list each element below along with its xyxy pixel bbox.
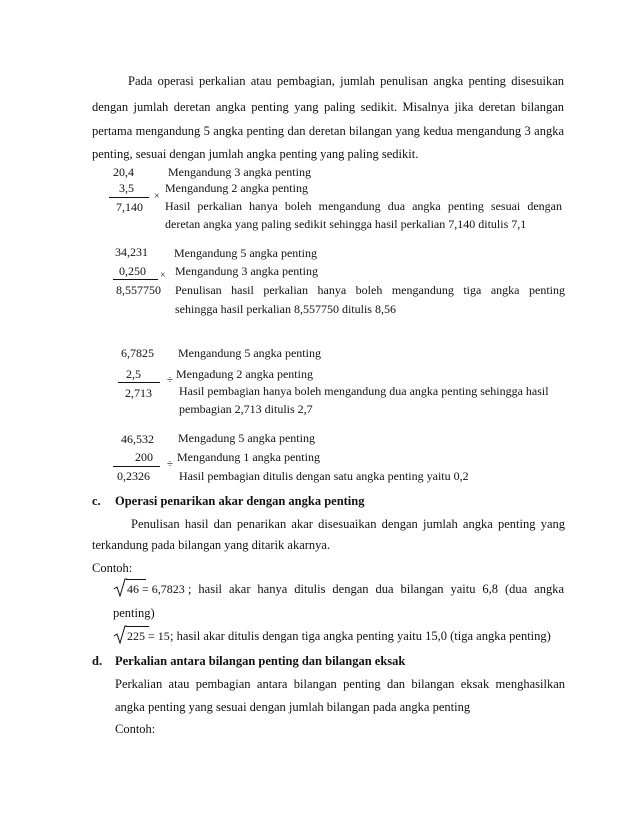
ex4-note-2: Mengandung 1 angka penting xyxy=(177,450,320,464)
section-d-contoh: Contoh: xyxy=(115,722,156,736)
sqrt-expression-2: 225 = 15 xyxy=(127,629,170,643)
ex2-note-3a: Penulisan hasil perkalian hanya boleh mengandung tiga angka penting xyxy=(175,283,565,297)
section-d-para-2: angka penting yang sesuai dengan jumlah bilangan pada angka penting xyxy=(115,700,471,714)
ex1-rule xyxy=(109,197,149,198)
sqrt-explanation-2: ; hasil akar ditulis dengan tiga angka penting yaitu 15,0 (tiga angka penting) xyxy=(170,629,551,643)
ex1-operand-b: 3,5 xyxy=(119,181,134,195)
ex2-operand-a: 34,231 xyxy=(115,245,148,259)
ex3-operand-b: 2,5 xyxy=(126,367,141,381)
ex3-note-2: Mengadung 2 angka penting xyxy=(176,367,313,381)
ex4-result: 0,2326 xyxy=(117,469,150,483)
ex4-note-3: Hasil pembagian ditulis dengan satu angka penting yaitu 0,2 xyxy=(179,469,469,483)
ex2-note-3b: sehingga hasil perkalian 8,557750 ditulis 8,56 xyxy=(175,302,396,316)
section-c-label: c. xyxy=(92,494,101,508)
ex1-times-icon: × xyxy=(154,191,160,202)
intro-line-4: penting, sesuai dengan jumlah angka penting yang paling sedikit. xyxy=(92,147,419,161)
ex3-rule xyxy=(118,382,160,383)
ex1-result: 7,140 xyxy=(116,200,143,214)
section-c-contoh: Contoh: xyxy=(92,561,133,575)
ex1-note-3b: deretan angka yang paling sedikit sehingga hasil perkalian 7,140 ditulis 7,1 xyxy=(165,217,527,231)
section-d-para-1: Perkalian atau pembagian antara bilangan penting dan bilangan eksak menghasilkan xyxy=(115,677,565,691)
sqrt-explanation-1: ; hasil akar hanya ditulis dengan dua bilangan yaitu 6,8 (dua angka xyxy=(188,582,564,596)
intro-line-2: dengan jumlah deretan angka penting yang paling sedikit. Misalnya jika deretan bilangan xyxy=(92,100,564,114)
ex4-divide-icon: ÷ xyxy=(167,458,174,470)
section-d-label: d. xyxy=(92,654,103,668)
ex1-note-2: Mengandung 2 angka penting xyxy=(165,181,308,195)
intro-line-1: Pada operasi perkalian atau pembagian, jumlah penulisan angka penting disesuikan xyxy=(128,74,564,88)
intro-line-3: pertama mengandung 5 angka penting dan deretan bilangan yang kedua mengandung 3 angka xyxy=(92,124,564,138)
ex2-times-icon: × xyxy=(160,270,166,281)
ex3-note-3b: pembagian 2,713 ditulis 2,7 xyxy=(179,402,313,416)
sqrt-bar-1 xyxy=(126,579,146,580)
ex2-rule xyxy=(113,279,158,280)
section-c-para-2: terkandung pada bilangan yang ditarik akarnya. xyxy=(92,538,331,552)
ex4-note-1: Mengadung 5 angka penting xyxy=(178,431,315,445)
section-c-para-1: Penulisan hasil dan penarikan akar disesuaikan dengan jumlah angka penting yang xyxy=(131,517,565,531)
sqrt-explanation-1-cont: penting) xyxy=(113,606,155,620)
sqrt-expression-1: 46 = 6,7823 xyxy=(127,582,185,596)
ex4-operand-b: 200 xyxy=(135,450,153,464)
ex3-divide-icon: ÷ xyxy=(167,374,174,386)
ex3-note-1: Mengandung 5 angka penting xyxy=(178,346,321,360)
ex1-note-3a: Hasil perkalian hanya boleh mengandung dua angka penting sesuai dengan xyxy=(165,199,562,213)
ex3-operand-a: 6,7825 xyxy=(121,346,154,360)
ex1-operand-a: 20,4 xyxy=(113,165,134,179)
section-c-title: Operasi penarikan akar dengan angka penting xyxy=(115,494,365,508)
ex4-rule xyxy=(113,466,160,467)
ex2-operand-b: 0,250 xyxy=(119,264,146,278)
ex1-note-1: Mengandung 3 angka penting xyxy=(168,165,311,179)
ex4-operand-a: 46,532 xyxy=(121,432,154,446)
ex2-note-1: Mengandung 5 angka penting xyxy=(174,246,317,260)
sqrt-bar-2 xyxy=(126,626,149,627)
ex2-result: 8,557750 xyxy=(116,283,161,297)
sqrt-icon xyxy=(113,578,127,598)
ex3-note-3a: Hasil pembagian hanya boleh mengandung dua angka penting sehingga hasil xyxy=(179,384,549,398)
ex2-note-2: Mengandung 3 angka penting xyxy=(175,264,318,278)
section-d-title: Perkalian antara bilangan penting dan bilangan eksak xyxy=(115,654,406,668)
ex3-result: 2,713 xyxy=(125,386,152,400)
sqrt-icon xyxy=(113,625,127,645)
